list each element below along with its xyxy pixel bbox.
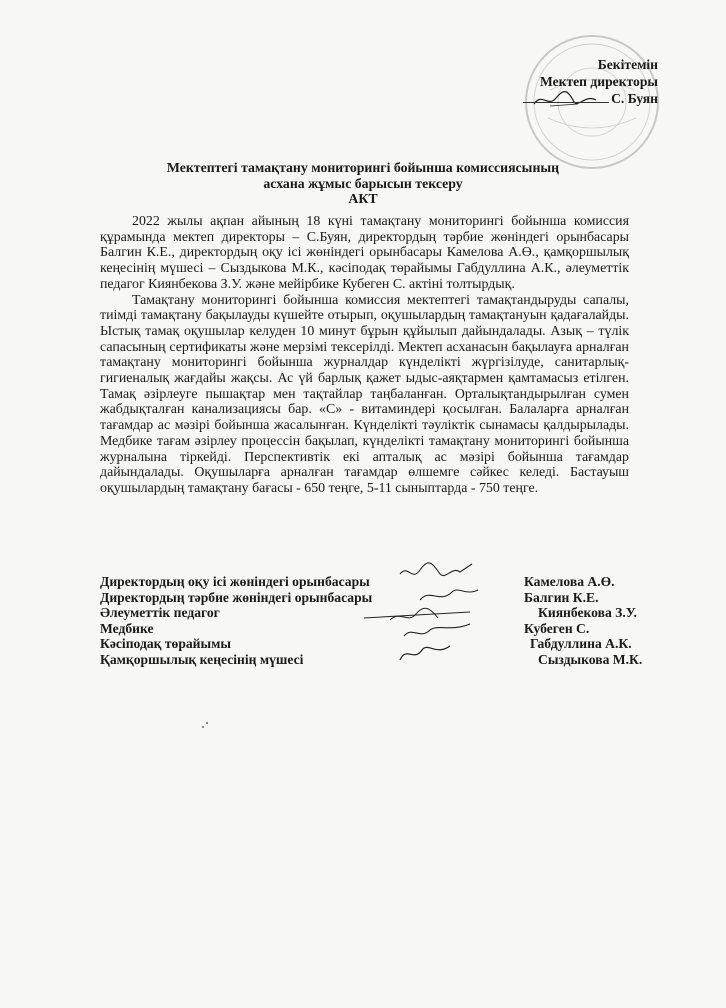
signatory-position: Директордың тәрбие жөніндегі орынбасары: [100, 589, 373, 605]
paragraph-2: Тамақтану мониторингі бойынша комиссия мектептегі тамақтандыруды сапалы, тиімді тамақтану бақылауды күшейте отырып, оқушылардың тамақтануын қадағалайды. Ыстық тамақ оқушылар келуден 10 минут бұрын құйылып дайындалады. Азық – түлік сапасының сертификаты және мерзімі тексерілді. Мектеп асханасын бақылауға арналған тамақтану мониторингі бойынша журналдар күнделікті жүргізілуде, санитарлық-гигиеналық жағдайы жақсы. Ас үй барлық қажет ыдыс-аяқтармен қамтамасыз етілген. Тамақ әзірлеуге пышақтар мен тақтайлар таңбаланған. Орталықтандырылған сумен жабдықталған канализациясы бар. «С» - витаминдері қосылған. Балаларға арналған тағамдар ас мәзірі бойынша жасалынған. Күнделікті тәуліктік сынамасы қалдырылады. Медбике тағам әзірлеу процессін бақылап, күнделікті тамақтану мониторингі бойынша журналына тіркейді. Перспективтік екі апталық ас мәзірі бойынша тағамдар дайындалады. Оқушыларға арналған тағамдар өлшемге сәйкес келеді. Бастауыш оқушылардың тамақтану бағасы - 650 теңге, 5-11 сыныптарда - 750 теңге.: [100, 292, 629, 496]
signatory-name: Кубеген С.: [524, 620, 590, 636]
approval-signature-line: [523, 90, 658, 107]
signatory-position: Кәсіподақ төрайымы: [100, 636, 231, 652]
paragraph-1: 2022 жылы ақпан айының 18 күні тамақтану мониторингі бойынша комиссия құрамында мектеп директоры – С.Буян, директордың тәрбие жөніндегі орынбасары Балгин К.Е., директордың оқу ісі жөніндегі орынбасары Камелова А.Ө., қамқоршылық кеңесінің мүшесі – Сыздыкова М.К., кәсіподақ төрайымы Габдуллина А.К., әлеуметтік педагог Киянбекова З.У. және мейірбике Кубеген С. актіні толтырдық.: [100, 214, 629, 292]
signatory-row: [100, 574, 645, 590]
signature-underline: [523, 102, 609, 103]
approval-position: Мектеп директоры: [539, 74, 658, 89]
signatory-position: Әлеуметтік педагог: [100, 605, 220, 621]
approval-block: [523, 56, 658, 107]
signatories-list: [100, 574, 645, 668]
signatory-position: Директордың оқу ісі жөніндегі орынбасары: [100, 574, 370, 589]
title-line-1: Мектептегі тамақтану мониторингі бойынша комиссиясының: [166, 160, 560, 175]
signatory-row: [100, 652, 645, 668]
scan-speck: [206, 722, 208, 724]
document-body: [100, 214, 629, 497]
approval-director-name: С. Буян: [611, 91, 658, 106]
approval-label: Бекітемін: [597, 57, 658, 72]
signatory-name: Камелова А.Ө.: [524, 574, 615, 589]
scan-speck: [202, 726, 204, 728]
signatory-row: [100, 621, 645, 637]
document-title: [100, 160, 626, 207]
signatory-name: Балгин К.Е.: [524, 589, 599, 605]
signatory-row: [100, 590, 645, 606]
signatory-position: Медбике: [100, 620, 154, 636]
signatory-name: Киянбекова З.У.: [538, 605, 637, 621]
title-line-2: асхана жұмыс барысын тексеру: [263, 175, 463, 191]
signatory-position: Қамқоршылық кеңесінің мүшесі: [100, 651, 304, 667]
title-line-3: АКТ: [348, 191, 378, 206]
signatory-name: Габдуллина А.К.: [530, 636, 632, 652]
signatory-name: Сыздыкова М.К.: [538, 651, 643, 667]
signatory-row: [100, 636, 645, 652]
signatory-row: [100, 605, 645, 621]
